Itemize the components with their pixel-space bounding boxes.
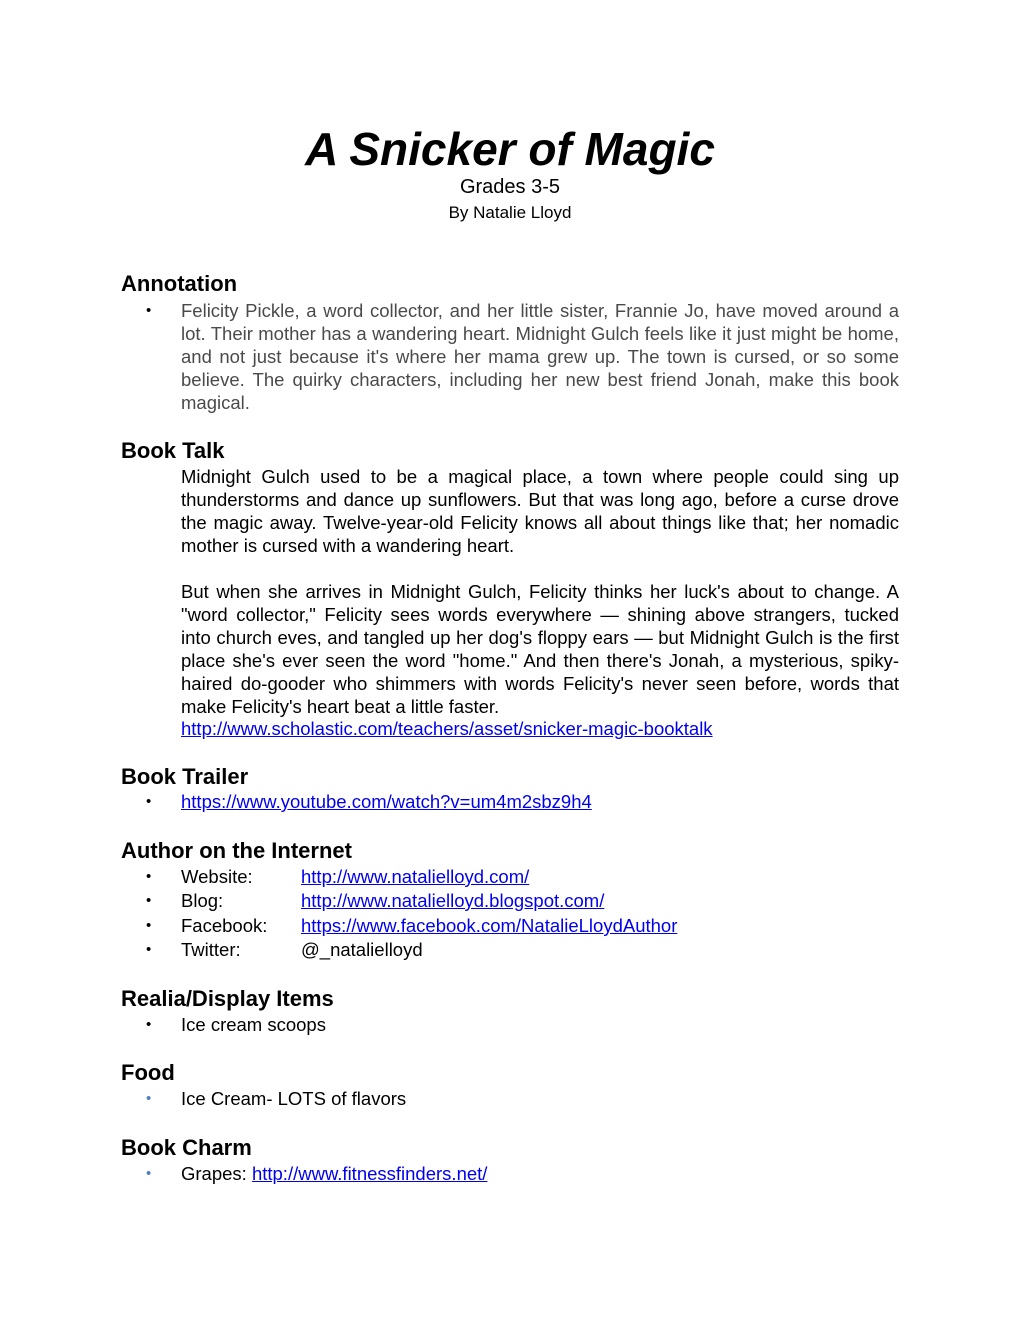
book-trailer-item [146,790,592,814]
food-heading: Food [121,1060,175,1085]
blog-item [146,889,604,913]
book-talk-paragraph-2: But when she arrives in Midnight Gulch, Felicity thinks her luck's about to change. A "word collector," Felicity sees words everywhere — shining above strangers, tucked into church eves, and tangled up her dog's floppy ears — but Midnight Gulch is the first place she's ever seen the word "home." And then there's Jonah, a mysterious, spiky-haired do-gooder who shimmers with words Felicity's never seen before, words that make Felicity's heart beat a little faster. [181,581,899,717]
website-item [146,865,529,889]
annotation-text: Felicity Pickle, a word collector, and her little sister, Frannie Jo, have moved around a lot. Their mother has a wandering heart. Midnight Gulch feels like it just might be home, and not just because it's where her mama grew up. The town is cursed, or so some believe. The quirky characters, including her new best friend Jonah, make this book magical. [181,300,899,413]
bullet-icon: • [146,1016,152,1033]
bullet-icon: • [146,892,152,909]
twitter-item [146,938,423,962]
website-link[interactable]: http://www.natalielloyd.com/ [301,866,530,887]
book-trailer-link[interactable]: https://www.youtube.com/watch?v=um4m2sbz9h4 [181,791,592,812]
grade-level: Grades 3-5 [459,176,561,198]
page-title: A Snicker of Magic [305,123,715,175]
blog-label: Blog: [181,890,224,911]
facebook-link[interactable]: https://www.facebook.com/NatalieLloydAuthor [301,915,678,936]
facebook-label: Facebook: [181,915,268,936]
book-charm-link[interactable]: http://www.fitnessfinders.net/ [251,1163,488,1184]
bullet-icon: • [146,941,152,958]
twitter-handle: @_natalielloyd [301,939,423,960]
book-trailer-heading: Book Trailer [121,764,249,789]
bullet-icon: • [146,302,152,319]
annotation-bullet-row [146,299,181,323]
book-charm-label: Grapes: [181,1163,247,1184]
bullet-icon: • [146,1090,152,1107]
realia-item [146,1013,326,1037]
bullet-icon: • [146,868,152,885]
realia-item-text: Ice cream scoops [181,1014,326,1035]
twitter-label: Twitter: [181,939,241,960]
book-talk-link[interactable]: http://www.scholastic.com/teachers/asset/snicker-magic-booktalk [181,718,713,739]
author-byline: By Natalie Lloyd [448,203,572,222]
bullet-icon: • [146,793,152,810]
book-charm-heading: Book Charm [121,1135,252,1160]
facebook-item [146,914,677,938]
bullet-icon: • [146,917,152,934]
book-talk-link-row [181,717,899,740]
realia-heading: Realia/Display Items [121,986,334,1011]
food-item [146,1087,406,1111]
author-internet-heading: Author on the Internet [121,838,352,863]
website-label: Website: [181,866,253,887]
bullet-icon: • [146,1165,152,1182]
book-talk-paragraph-1: Midnight Gulch used to be a magical place, a town where people could sing up thunderstorms and dance up sunflowers. But that was long ago, before a curse drove the magic away. Twelve-year-old Felicity knows all about things like that; her nomadic mother is cursed with a wandering heart. [181,466,899,556]
book-talk-heading: Book Talk [121,438,225,463]
annotation-heading: Annotation [121,271,238,296]
blog-link[interactable]: http://www.natalielloyd.blogspot.com/ [301,890,605,911]
food-item-text: Ice Cream- LOTS of flavors [181,1088,407,1109]
book-charm-item [146,1162,487,1186]
